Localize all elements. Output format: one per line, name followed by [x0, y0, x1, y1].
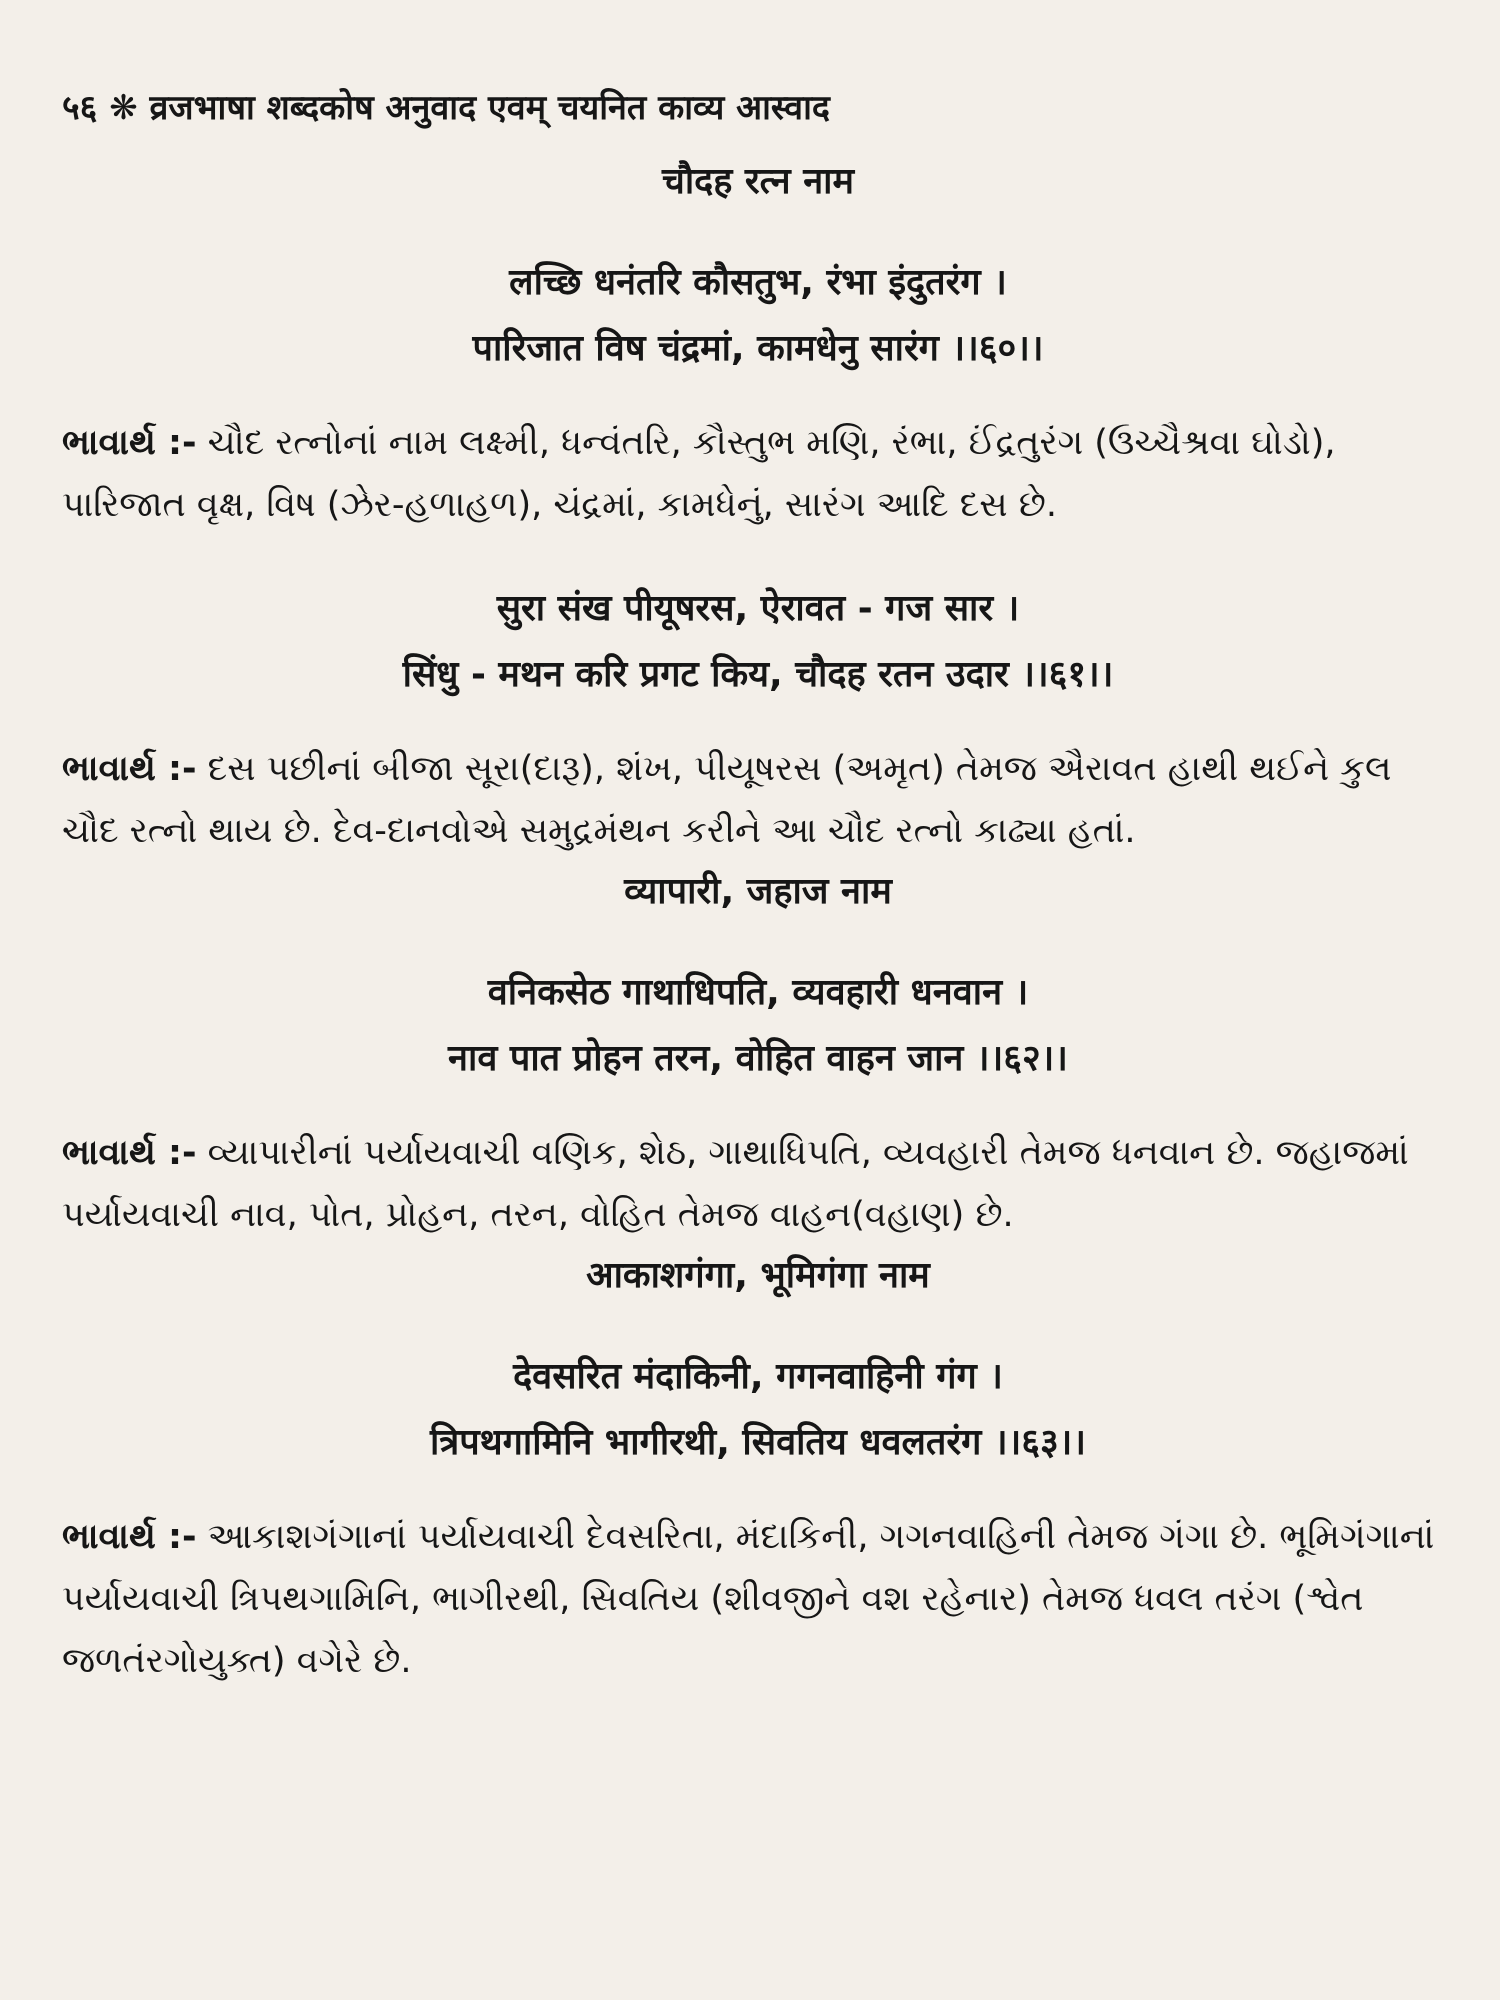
meaning-paragraph	[62, 1506, 1454, 1692]
section-fourteen-gems	[62, 158, 1454, 536]
section-akashganga-bhumiganga	[62, 1252, 1454, 1692]
meaning-text: વ્યાપારીનાં પર્યાયવાચી વણિક, શેઠ, ગાથાધિપતિ, વ્યવહારી તેમજ ધનવાન છે. જહાજમાં પર્યાયવાચી નાવ, પોત, પ્રોહન, તરન, વોહિત તેમજ વાહન(વહાણ) છે.	[62, 1133, 1409, 1235]
verse-63	[62, 1344, 1454, 1476]
verse-line: लच्छि धनंतरि कौसतुभ, रंभा इंदुतरंग ।	[509, 262, 1007, 303]
meaning-label: ભાવાર્થ :-	[62, 1133, 197, 1173]
verse-61	[62, 576, 1454, 708]
running-head: ५६ ❋ व्रजभाषा शब्दकोष अनुवाद एवम् चयनित काव्य आस्वाद	[62, 88, 830, 128]
verse-line: नाव पात प्रोहन तरन, वोहित वाहन जान ।।६२।।	[448, 1038, 1068, 1079]
section-title: चौदह रत्न नाम	[661, 161, 855, 202]
meaning-label: ભાવાર્થ :-	[62, 1517, 197, 1557]
meaning-label: ભાવાર્થ :-	[62, 423, 197, 463]
meaning-label: ભાવાર્થ :-	[62, 749, 197, 789]
section-title: आकाशगंगा, भूमिगंगा नाम	[586, 1255, 930, 1296]
meaning-text: આકાશગંગાનાં પર્યાયવાચી દેવસરિતા, મંદાકિની, ગગનવાહિની તેમજ ગંગા છે. ભૂમિગંગાનાં પર્યાયવાચી ત્રિપથગામિનિ, ભાગીરથી, સિવતિય (શીવજીને વશ રહેનાર) તેમજ ધવલ તરંગ (શ્વેત જળતંરગોયુક્ત) વગેરે છે.	[62, 1517, 1435, 1681]
verse-line: त्रिपथगामिनि भागीरथी, सिवतिय धवलतरंग ।।६३।।	[430, 1422, 1086, 1463]
meaning-text: ચૌદ રત્નોનાં નામ લક્ષ્મી, ધન્વંતરિ, કૌસ્તુભ મણિ, રંભા, ઈંદ્રતુરંગ (ઉચ્ચૈશ્રવા ઘોડો), પારિજાત વૃક્ષ, વિષ (ઝેર-હળાહળ), ચંદ્રમાં, કામધેનું, સારંગ આદિ દસ છે.	[62, 423, 1336, 525]
verse-line: सुरा संख पीयूषरस, ऐरावत - गज सार ।	[496, 588, 1020, 629]
verse-62	[62, 960, 1454, 1092]
verse-line: सिंधु - मथन करि प्रगट किय, चौदह रतन उदार ।।६१।।	[402, 654, 1114, 695]
meaning-text: દસ પછીનાં બીજા સૂરા(દારૂ), શંખ, પીયૂષરસ (અમૃત) તેમજ ઐરાવત હાથી થઈને કુલ ચૌદ રત્નો થાય છે. દેવ-દાનવોએ સમુદ્રમંથન કરીને આ ચૌદ રત્નો કાઢ્યા હતાં.	[62, 749, 1392, 851]
verse-line: वनिकसेठ गाथाधिपति, व्यवहारी धनवान ।	[487, 972, 1029, 1013]
verse-line: पारिजात विष चंद्रमां, कामधेनु सारंग ।।६०।।	[472, 328, 1044, 369]
meaning-paragraph	[62, 412, 1454, 536]
meaning-paragraph	[62, 738, 1454, 862]
meaning-paragraph	[62, 1122, 1454, 1246]
verse-60	[62, 250, 1454, 382]
section-fourteen-gems-continued	[62, 576, 1454, 862]
section-title: व्यापारी, जहाज नाम	[624, 871, 892, 912]
verse-line: देवसरित मंदाकिनी, गगनवाहिनी गंग ।	[513, 1356, 1003, 1397]
section-merchant-ship	[62, 868, 1454, 1246]
